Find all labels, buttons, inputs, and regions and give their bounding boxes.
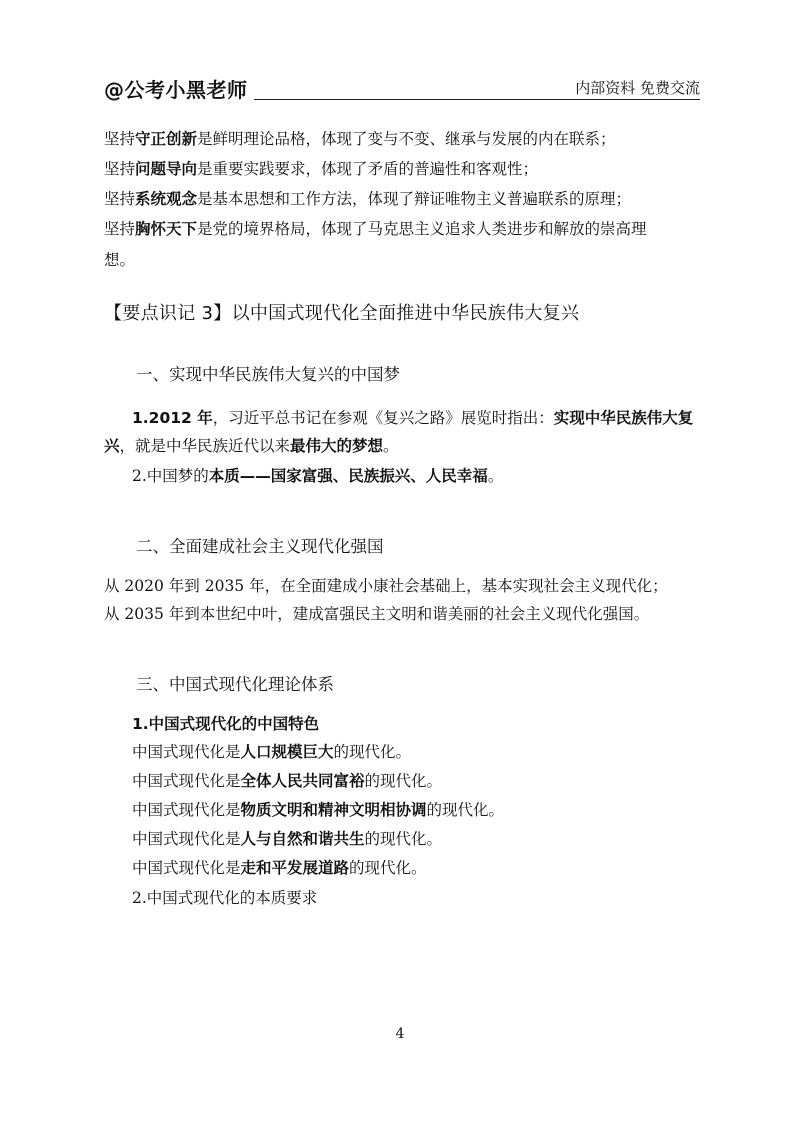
page-header: [104, 78, 700, 102]
principle-line: 坚持胸怀天下是党的境界格局，体现了马克思主义追求人类进步和解放的崇高理: [104, 220, 647, 238]
feature-item: 中国式现代化是人与自然和谐共生的现代化。: [132, 830, 443, 848]
feature-item: 中国式现代化是物质文明和精神文明相协调的现代化。: [132, 801, 505, 819]
header-tag: 内部资料 免费交流: [569, 78, 700, 98]
timeline-line-2: 从 2035 年到本世纪中叶，建成富强民主文明和谐美丽的社会主义现代化强国。: [104, 605, 650, 623]
feature-item: 中国式现代化是人口规模巨大的现代化。: [132, 743, 412, 761]
principle-line-tail: 想。: [104, 251, 136, 269]
principle-line: 坚持问题导向是重要实践要求，体现了矛盾的普遍性和客观性；: [104, 160, 539, 178]
heading-1: 一、实现中华民族伟大复兴的中国梦: [136, 365, 400, 384]
heading-2: 二、全面建成社会主义现代化强国: [136, 537, 384, 556]
section-title: 【要点识记 3】以中国式现代化全面推进中华民族伟大复兴: [104, 303, 580, 324]
principle-line: 坚持系统观念是基本思想和工作方法，体现了辩证唯物主义普遍联系的原理；: [104, 190, 632, 208]
feature-item: 中国式现代化是全体人民共同富裕的现代化。: [132, 772, 443, 790]
brand-name: @公考小黑老师: [104, 78, 254, 102]
timeline-line-1: 从 2020 年到 2035 年，在全面建成小康社会基础上，基本实现社会主义现代化；: [104, 577, 668, 595]
dream-point-1: 1.2012 年，习近平总书记在参观《复兴之路》展览时指出：实现中华民族伟大复: [132, 409, 694, 427]
header-divider: [254, 99, 700, 100]
principle-line: 坚持守正创新是鲜明理论品格，体现了变与不变、继承与发展的内在联系；: [104, 130, 616, 148]
feature-item: 中国式现代化是走和平发展道路的现代化。: [132, 859, 427, 877]
page-number: 4: [395, 1026, 405, 1042]
dream-point-1-cont: 兴，就是中华民族近代以来最伟大的梦想。: [104, 437, 399, 455]
dream-point-2: 2.中国梦的本质——国家富强、民族振兴、人民幸福。: [132, 467, 504, 485]
subheading-2: 2.中国式现代化的本质要求: [132, 889, 318, 907]
subheading-1: 1.中国式现代化的中国特色: [132, 715, 320, 733]
heading-3: 三、中国式现代化理论体系: [136, 675, 334, 694]
